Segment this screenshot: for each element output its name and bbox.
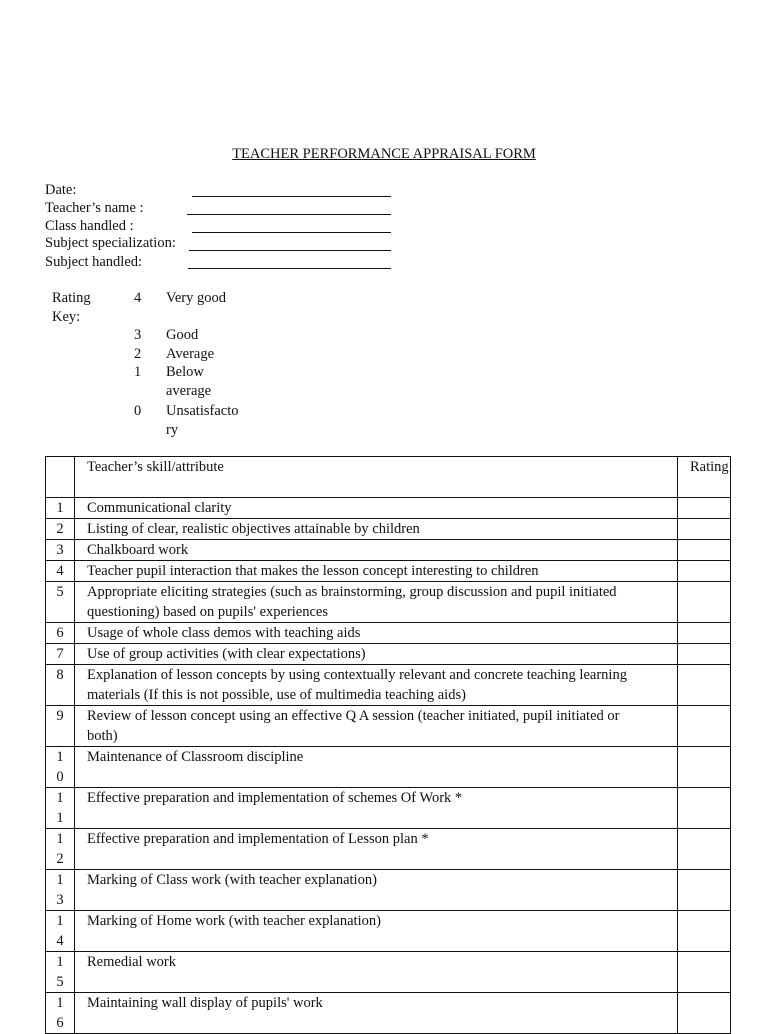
table-row [46, 665, 731, 706]
header-number-cell [46, 457, 75, 498]
row-skill: Teacher pupil interaction that makes the lesson concept interesting to children [75, 561, 678, 582]
rating-key-desc: Unsatisfactory [166, 403, 239, 438]
table-row [46, 561, 731, 582]
row-skill: Maintenance of Classroom discipline [75, 747, 678, 788]
row-number: 1 [56, 500, 64, 516]
date-label: Date: [45, 182, 77, 198]
date-field[interactable] [192, 196, 391, 197]
table-row [46, 870, 731, 911]
table-header-row [46, 457, 731, 498]
row-rating-cell[interactable] [678, 540, 731, 561]
row-rating-cell[interactable] [678, 498, 731, 519]
table-row [46, 993, 731, 1034]
subject-specialization-label: Subject specialization: [45, 235, 176, 251]
table-row [46, 498, 731, 519]
row-skill: Effective preparation and implementation of schemes Of Work * [75, 788, 678, 829]
class-handled-label: Class handled : [45, 218, 134, 234]
row-skill: Review of lesson concept using an effective Q A session (teacher initiated, pupil initiated or both) [75, 706, 678, 747]
table-row [46, 829, 731, 870]
row-number: 9 [56, 708, 64, 724]
row-skill: Remedial work [75, 952, 678, 993]
header-skill-cell: Teacher’s skill/attribute [75, 457, 678, 498]
rating-key-desc: Very good [166, 290, 227, 306]
row-skill: Chalkboard work [75, 540, 678, 561]
teacher-name-label: Teacher’s name : [45, 200, 144, 216]
class-handled-field[interactable] [192, 232, 391, 233]
rating-key-desc: Average [166, 346, 215, 362]
rating-key-value: 1 [134, 364, 142, 380]
subject-handled-field[interactable] [188, 268, 391, 269]
row-rating-cell[interactable] [678, 993, 731, 1034]
rating-key-desc: Below average [166, 364, 212, 399]
row-skill: Appropriate eliciting strategies (such as brainstorming, group discussion and pupil initiated questioning) based on pupils' experiences [75, 582, 678, 623]
table-row [46, 623, 731, 644]
row-rating-cell[interactable] [678, 747, 731, 788]
row-number: 6 [56, 625, 64, 641]
row-skill: Use of group activities (with clear expectations) [75, 644, 678, 665]
row-rating-cell[interactable] [678, 829, 731, 870]
row-number: 7 [56, 646, 64, 662]
row-rating-cell[interactable] [678, 952, 731, 993]
table-row [46, 644, 731, 665]
row-skill: Maintaining wall display of pupils' work [75, 993, 678, 1034]
row-skill: Marking of Class work (with teacher explanation) [75, 870, 678, 911]
row-number: 3 [56, 542, 64, 558]
rating-key-label-line1: Rating [52, 290, 91, 306]
row-number: 8 [56, 667, 64, 683]
row-number: 12 [56, 831, 64, 867]
row-rating-cell[interactable] [678, 644, 731, 665]
rating-key-value: 2 [134, 346, 142, 362]
row-skill: Explanation of lesson concepts by using contextually relevant and concrete teaching learning materials (If this is not possible, use of multimedia teaching aids) [75, 665, 678, 706]
table-row [46, 519, 731, 540]
row-rating-cell[interactable] [678, 623, 731, 644]
row-number: 15 [56, 954, 64, 990]
table-row [46, 706, 731, 747]
row-number: 4 [56, 563, 64, 579]
table-row [46, 911, 731, 952]
table-row [46, 747, 731, 788]
row-number: 2 [56, 521, 64, 537]
row-skill: Marking of Home work (with teacher explanation) [75, 911, 678, 952]
row-number: 14 [56, 913, 64, 949]
form-title: TEACHER PERFORMANCE APPRAISAL FORM [232, 146, 536, 162]
row-number: 11 [56, 790, 64, 826]
row-number: 5 [56, 584, 64, 600]
row-number: 13 [56, 872, 64, 908]
row-skill: Effective preparation and implementation of Lesson plan * [75, 829, 678, 870]
appraisal-table [45, 456, 731, 1034]
row-rating-cell[interactable] [678, 911, 731, 952]
row-rating-cell[interactable] [678, 582, 731, 623]
rating-key-label-line2: Key: [52, 309, 81, 325]
header-rating-cell: Rating [678, 457, 731, 498]
row-skill: Communicational clarity [75, 498, 678, 519]
teacher-name-field[interactable] [187, 214, 391, 215]
rating-key-value: 4 [134, 290, 142, 306]
rating-key-value: 0 [134, 403, 142, 419]
row-rating-cell[interactable] [678, 706, 731, 747]
subject-handled-label: Subject handled: [45, 254, 143, 270]
table-row [46, 788, 731, 829]
row-rating-cell[interactable] [678, 665, 731, 706]
rating-key-value: 3 [134, 327, 142, 343]
row-rating-cell[interactable] [678, 870, 731, 911]
row-rating-cell[interactable] [678, 561, 731, 582]
row-rating-cell[interactable] [678, 788, 731, 829]
table-row [46, 952, 731, 993]
row-skill: Usage of whole class demos with teaching aids [75, 623, 678, 644]
rating-key-desc: Good [166, 327, 199, 343]
subject-specialization-field[interactable] [189, 250, 391, 251]
table-row [46, 540, 731, 561]
row-rating-cell[interactable] [678, 519, 731, 540]
row-skill: Listing of clear, realistic objectives attainable by children [75, 519, 678, 540]
row-number: 16 [56, 995, 64, 1031]
row-number: 10 [56, 749, 64, 785]
table-row [46, 582, 731, 623]
